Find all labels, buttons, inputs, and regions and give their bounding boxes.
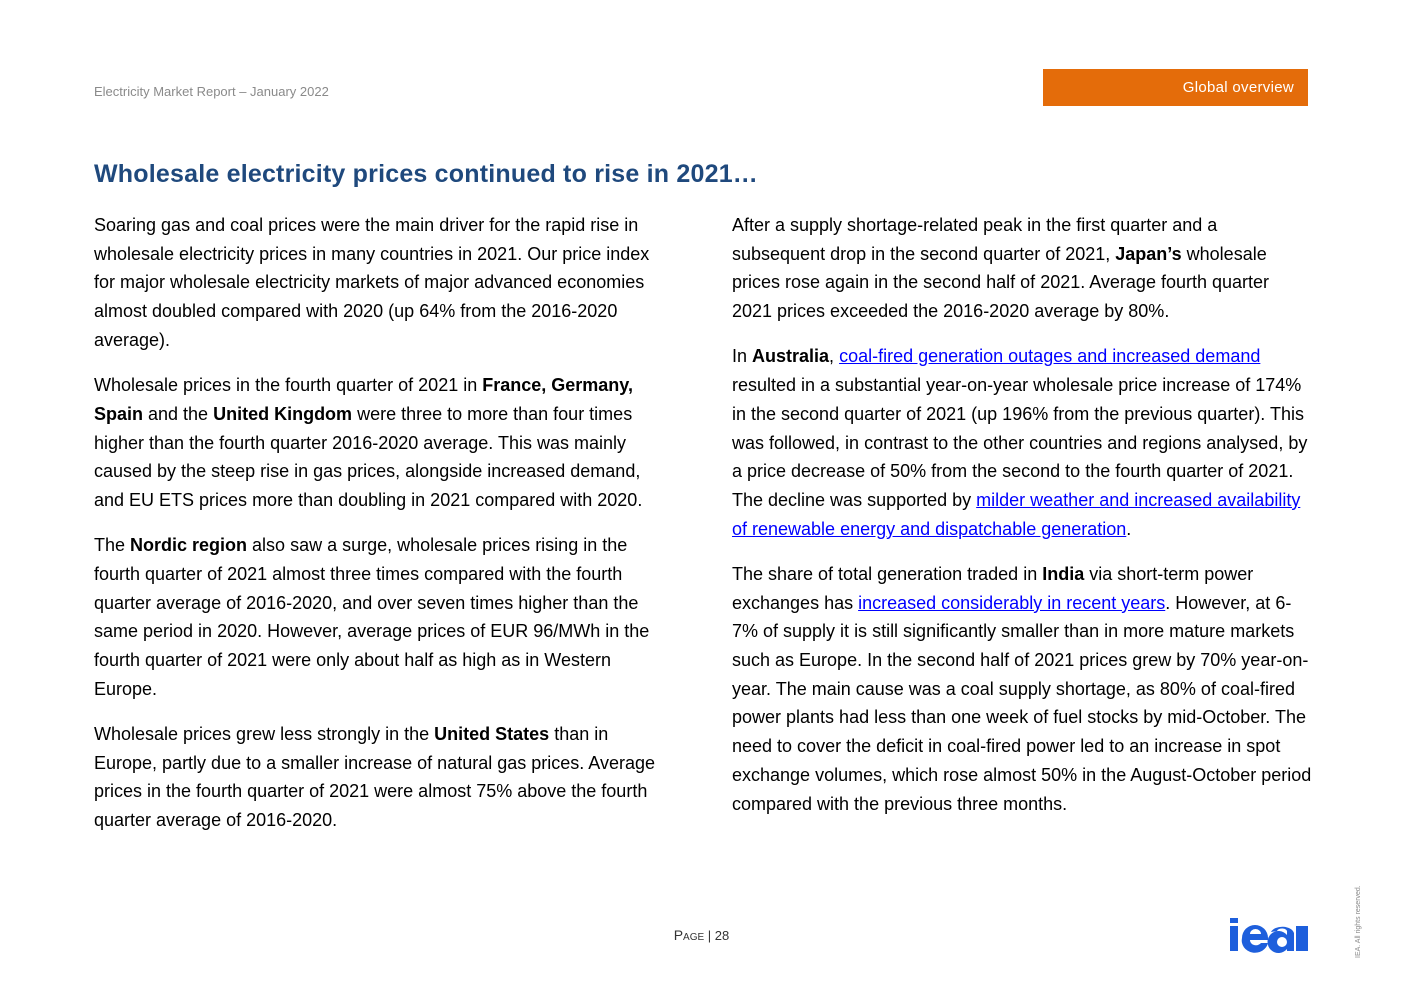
emphasis: Japan’s bbox=[1115, 243, 1182, 264]
link-australia-outages[interactable]: coal-fired generation outages and increased demand bbox=[839, 346, 1261, 367]
report-title: Electricity Market Report – January 2022 bbox=[94, 84, 329, 99]
section-label: Global overview bbox=[1182, 79, 1294, 96]
page-title: Wholesale electricity prices continued to rise in 2021… bbox=[94, 160, 759, 188]
section-tab bbox=[1043, 69, 1308, 106]
left-column bbox=[94, 211, 674, 851]
emphasis: India bbox=[1042, 563, 1085, 584]
rights-notice: IEA. All rights reserved. bbox=[1355, 885, 1362, 958]
emphasis: United Kingdom bbox=[213, 403, 353, 424]
page-number-value: 28 bbox=[714, 928, 730, 943]
paragraph: Wholesale prices grew less strongly in the United States than in Europe, partly due to a smaller increase of natural gas prices. Average prices in the fourth quarter of 2021 were almost 75% above the fourth quarter average of 2016-2020. bbox=[94, 724, 655, 831]
emphasis: Nordic region bbox=[130, 535, 248, 556]
page-separator: | bbox=[704, 928, 715, 943]
page-label: Page bbox=[673, 927, 705, 943]
paragraph: In Australia, coal-fired generation outages and increased demand resulted in a substantial year-on-year wholesale price increase of 174% in the second quarter of 2021 (up 196% from the previous quarter). This was followed, in contrast to the other countries and regions analysed, by a price decrease of 50% from the second to the fourth quarter of 2021. The decline was supported by milder weather and increased availability of renewable energy and dispatchable generation. bbox=[732, 346, 1308, 539]
page-number bbox=[0, 927, 1403, 943]
paragraph: After a supply shortage-related peak in the first quarter and a subsequent drop in the second quarter of 2021, Japan’s wholesale prices rose again in the second half of 2021. Average fourth quarter 2021 prices exceeded the 2016-2020 average by 80%. bbox=[732, 215, 1270, 322]
paragraph: The share of total generation traded in India via short-term power exchanges has increased considerably in recent years. However, at 6-7% of supply it is still significantly smaller than in more mature markets such as Europe. In the second half of 2021 prices grew by 70% year-on-year. The main cause was a coal supply shortage, as 80% of coal-fired power plants had less than one week of fuel stocks by mid-October. The need to cover the deficit in coal-fired power led to an increase in spot exchange volumes, which rose almost 50% in the August-October period compared with the previous three months. bbox=[732, 563, 1312, 814]
emphasis: France, Germany, Spain bbox=[94, 375, 633, 424]
emphasis: Australia bbox=[752, 346, 830, 367]
link-milder-weather[interactable]: milder weather and increased availability of renewable energy and dispatchable generation bbox=[732, 489, 1301, 539]
iea-logo bbox=[1228, 915, 1310, 958]
right-column bbox=[732, 211, 1312, 835]
emphasis: United States bbox=[434, 724, 550, 745]
paragraph: Wholesale prices in the fourth quarter of 2021 in France, Germany, Spain and the United Kingdom were three to more than four times higher than the fourth quarter 2016-2020 average. This was mainly caused by the steep rise in gas prices, alongside increased demand, and EU ETS prices more than doubling in 2021 compared with 2020. bbox=[94, 375, 643, 510]
link-india-exchanges[interactable]: increased considerably in recent years bbox=[858, 592, 1166, 613]
paragraph: The Nordic region also saw a surge, wholesale prices rising in the fourth quarter of 2021 almost three times compared with the fourth quarter average of 2016-2020, and over seven times higher than the same period in 2020. However, average prices of EUR 96/MWh in the fourth quarter of 2021 were only about half as high as in Western Europe. bbox=[94, 535, 650, 699]
paragraph: Soaring gas and coal prices were the main driver for the rapid rise in wholesale electricity prices in many countries in 2021. Our price index for major wholesale electricity markets of major advanced economies almost doubled compared with 2020 (up 64% from the 2016-2020 average). bbox=[94, 215, 650, 350]
iea-logo-icon bbox=[1228, 915, 1310, 953]
